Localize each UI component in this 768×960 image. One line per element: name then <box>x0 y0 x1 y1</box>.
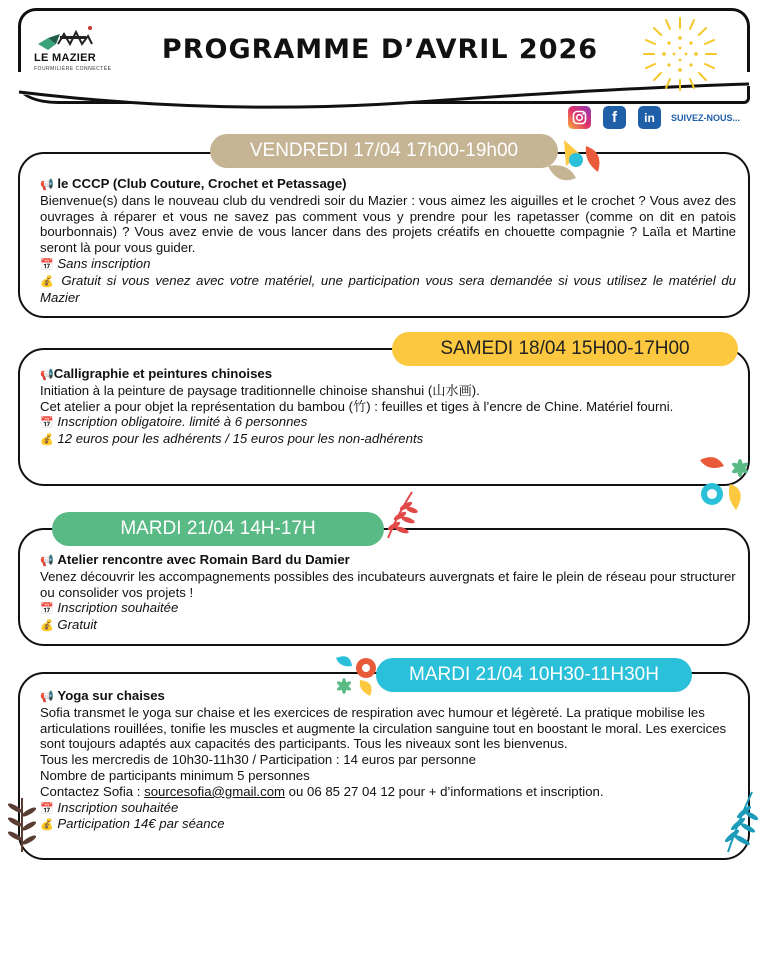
logo-tagline: FOURMILIÈRE CONNECTÉE <box>34 66 112 72</box>
event-title: Calligraphie et peintures chinoises <box>53 366 273 381</box>
red-branch-decoration <box>382 488 418 540</box>
event-date-pill: MARDI 21/04 14H-17H <box>52 512 384 546</box>
megaphone-icon: 📢 <box>40 178 54 191</box>
event-title-row <box>40 552 736 569</box>
event-body <box>40 688 736 833</box>
calendar-icon: 📅 <box>40 602 54 616</box>
page-title: PROGRAMME D’AVRIL 2026 <box>161 34 599 65</box>
event-inscription: Inscription souhaitée <box>57 799 179 815</box>
flower-cluster-decoration <box>330 652 382 700</box>
event-card-calligraphie <box>18 348 750 486</box>
calendar-icon: 📅 <box>40 257 54 271</box>
blue-branch-decoration <box>718 788 758 854</box>
event-inscription: Inscription souhaitée <box>57 600 179 616</box>
event-date-pill: MARDI 21/04 10H30-11H30H <box>376 658 692 692</box>
event-description: Bienvenue(s) dans le nouveau club du vendredi soir du Mazier : vous aimez les aiguilles et le crochet ? Vous avez des ouvrages à réparer et vous ne savez pas comment vous y prendre pour les rapetasser (comme on dit en patois bourbonnais) ? Vous avez envie de vous lancer dans des projets créatifs en chouette compagnie ? Laïla et Martine seront là pour vous guider. <box>40 192 736 256</box>
megaphone-icon: 📢 <box>40 690 54 703</box>
calendar-icon: 📅 <box>40 416 54 430</box>
event-title-row <box>40 176 736 193</box>
event-inscription: Inscription obligatoire. limité à 6 personnes <box>57 414 308 430</box>
event-body <box>40 176 736 305</box>
event-price: Participation 14€ par séance <box>57 816 225 832</box>
logo-name: LE MAZIER <box>34 52 96 64</box>
event-body <box>40 552 736 634</box>
sun-burst-decoration <box>640 14 720 94</box>
event-title: Yoga sur chaises <box>57 688 165 703</box>
contact-email-link[interactable]: sourcesofia@gmail.com <box>144 783 286 799</box>
event-inscription: Sans inscription <box>57 255 151 271</box>
gear-flower-decoration <box>696 452 760 516</box>
money-bag-icon: 💰 <box>40 433 54 447</box>
event-price: 12 euros pour les adhérents / 15 euros pour les non-adhérents <box>57 431 424 447</box>
megaphone-icon: 📢 <box>40 368 54 381</box>
contact-prefix: Contactez Sofia : <box>40 783 145 799</box>
event-description: Sofia transmet le yoga sur chaise et les exercices de respiration avec humour et légèreté. La pratique mobilise les articulations rouillées, tonifie les muscles et augmente la circulation sanguine tout en boostant le moral. Les exercices sont toujours adaptés aux capacités des participants. Tous les niveaux sont les bienvenus. <box>40 704 727 752</box>
money-bag-icon: 💰 <box>40 818 54 832</box>
event-title: le CCCP (Club Couture, Crochet et Petassage) <box>57 176 347 191</box>
event-title-row <box>40 366 736 383</box>
contact-suffix: ou 06 85 27 04 12 pour + d’informations et inscription. <box>285 783 604 799</box>
money-bag-icon: 💰 <box>40 619 54 633</box>
event-date-pill: SAMEDI 18/04 15H00-17H00 <box>392 332 738 366</box>
follow-us-label: SUIVEZ-NOUS... <box>671 113 741 123</box>
megaphone-icon: 📢 <box>40 554 54 567</box>
event-card-cccp <box>18 152 750 318</box>
dark-branch-decoration <box>6 794 36 854</box>
event-title: Atelier rencontre avec Romain Bard du Damier <box>57 552 350 567</box>
instagram-icon[interactable] <box>568 106 591 129</box>
event-contact <box>40 784 736 800</box>
event-date-pill: VENDREDI 17/04 17h00-19h00 <box>210 134 558 168</box>
event-price: Gratuit <box>57 617 97 633</box>
event-card-yoga <box>18 672 750 860</box>
money-bag-icon: 💰 <box>40 274 56 288</box>
facebook-icon[interactable]: f <box>603 106 626 129</box>
event-description: Venez découvrir les accompagnements possibles des incubateurs auvergnats et faire le plein de réseau pour structurer ou consolider vos projets ! <box>40 568 736 600</box>
leaf-decoration <box>534 132 612 194</box>
event-min-participants: Nombre de participants minimum 5 personnes <box>40 767 310 783</box>
event-description-line: Cet atelier a pour objet la représentation du bambou (竹) : feuilles et tiges à l’encre de Chine. Matériel fourni. <box>40 398 674 414</box>
event-description-line: Initiation à la peinture de paysage traditionnelle chinoise shanshui (山水画). <box>40 382 480 398</box>
event-body <box>40 366 736 448</box>
linkedin-icon[interactable]: in <box>638 106 661 129</box>
calendar-icon: 📅 <box>40 801 54 815</box>
event-price: Gratuit si vous venez avec votre matériel, une participation vous sera demandée si vous utilisez le matériel du Mazier <box>40 272 736 305</box>
event-schedule: Tous les mercredis de 10h30-11h30 / Participation : 14 euros par personne <box>40 752 476 768</box>
